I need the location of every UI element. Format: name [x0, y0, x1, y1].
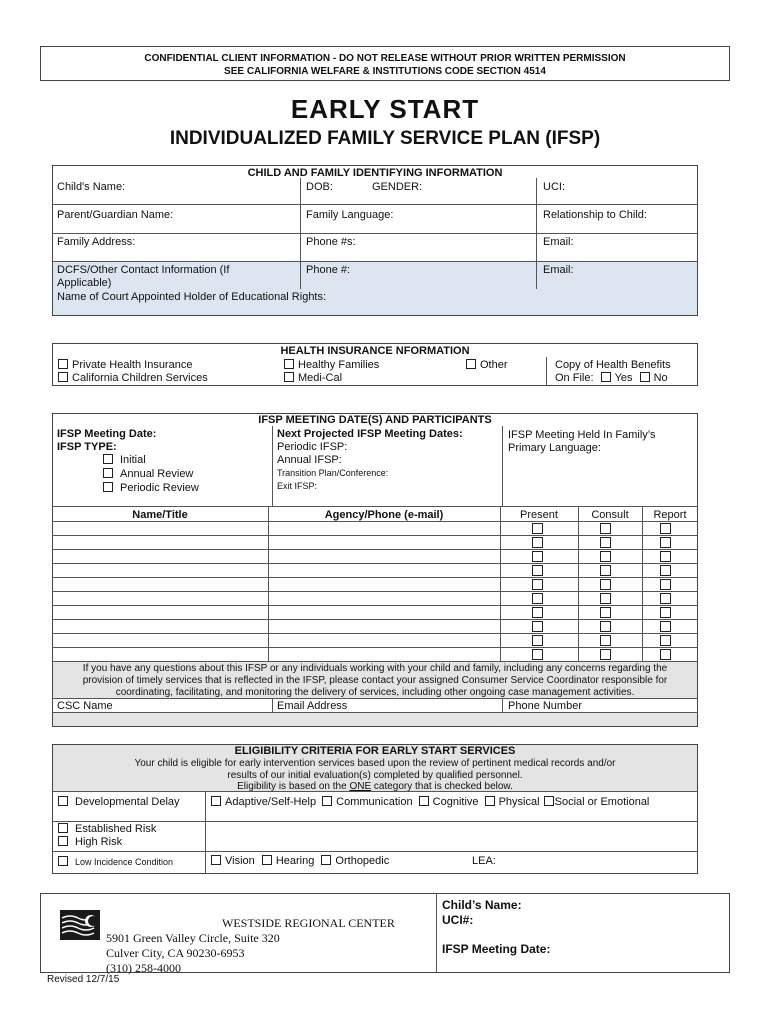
westside-logo-icon — [60, 910, 100, 940]
established-risk-checkbox[interactable] — [58, 823, 68, 833]
family-language-label: Family Language: — [306, 209, 394, 221]
next-projected-label: Next Projected IFSP Meeting Dates: — [277, 428, 463, 440]
low-incidence-option[interactable] — [58, 856, 173, 868]
dev-delay-option[interactable] — [58, 796, 180, 808]
cognitive-label: Cognitive — [432, 796, 479, 808]
footer-uci: UCI#: — [442, 913, 474, 927]
meeting-date-label: IFSP Meeting Date: — [57, 428, 157, 440]
consult-checkbox[interactable] — [600, 551, 611, 562]
communication-checkbox[interactable] — [322, 796, 332, 806]
held-language-line2: Primary Language: — [508, 442, 601, 454]
present-checkbox[interactable] — [532, 523, 543, 534]
adaptive-label: Adaptive/Self-Help — [225, 796, 317, 808]
csc-name-label: CSC Name — [57, 700, 113, 712]
on-file-label: On File: — [555, 372, 594, 384]
report-checkbox[interactable] — [660, 537, 671, 548]
center-address-2: Culver City, CA 90230-6953 — [106, 946, 245, 960]
annual-label: Annual Review — [120, 468, 194, 480]
private-insurance-label: Private Health Insurance — [72, 359, 193, 371]
consult-checkbox[interactable] — [600, 565, 611, 576]
col-report: Report — [653, 509, 687, 521]
hearing-checkbox[interactable] — [262, 855, 272, 865]
transition-label: Transition Plan/Conference: — [277, 468, 389, 478]
center-name: WESTSIDE REGIONAL CENTER — [222, 916, 395, 930]
copy-benefits-line2 — [555, 372, 668, 384]
notice-line3: coordinating, facilitating, and monitoring the delivery of services, including other ongoing case management activities. — [115, 687, 635, 698]
vision-checkbox[interactable] — [211, 855, 221, 865]
report-checkbox[interactable] — [660, 621, 671, 632]
center-address-1: 5901 Green Valley Circle, Suite 320 — [106, 931, 280, 945]
private-insurance-option[interactable] — [58, 359, 192, 371]
uci-label: UCI: — [543, 181, 565, 193]
notice-line2: provision of timely services that is reflected in the IFSP, please contact your assigned Consumer Service Coordinator responsible for — [82, 675, 668, 686]
dcfs-label-line2: Applicable) — [57, 277, 112, 289]
email-label-1: Email: — [543, 236, 574, 248]
periodic-ifsp-label: Periodic IFSP: — [277, 441, 348, 453]
eligibility-desc-one: ONE — [349, 781, 372, 792]
csc-fill-row — [53, 713, 697, 726]
private-insurance-checkbox[interactable] — [58, 359, 68, 369]
low-incidence-label: Low Incidence Condition — [75, 857, 174, 867]
present-checkbox[interactable] — [532, 593, 543, 604]
confidential-line2: SEE CALIFORNIA WELFARE & INSTITUTIONS CODE SECTION 4514 — [224, 66, 546, 77]
consult-checkbox[interactable] — [600, 537, 611, 548]
present-checkbox[interactable] — [532, 565, 543, 576]
ccs-label: California Children Services — [72, 372, 208, 384]
initial-option[interactable] — [103, 454, 146, 466]
page-title: EARLY START — [290, 94, 480, 124]
copy-benefits-line1: Copy of Health Benefits — [555, 359, 671, 371]
no-label: No — [653, 372, 668, 384]
revised-date: Revised 12/7/15 — [47, 974, 120, 985]
dob-label: DOB: — [306, 181, 333, 193]
relationship-label: Relationship to Child: — [543, 209, 647, 221]
email-label-2: Email: — [543, 264, 574, 276]
medical-label: Medi-Cal — [298, 372, 343, 384]
healthy-families-checkbox[interactable] — [284, 359, 294, 369]
ccs-option[interactable] — [58, 372, 208, 384]
physical-label: Physical — [498, 796, 540, 808]
high-risk-label: High Risk — [75, 836, 123, 848]
court-holder-label: Name of Court Appointed Holder of Educational Rights: — [57, 291, 327, 303]
ifsp-type-label: IFSP TYPE: — [57, 441, 117, 453]
established-risk-label: Established Risk — [75, 823, 157, 835]
consult-checkbox[interactable] — [600, 523, 611, 534]
social-checkbox[interactable] — [544, 796, 554, 806]
dcfs-label-line1: DCFS/Other Contact Information (If — [57, 264, 230, 276]
parent-label: Parent/Guardian Name: — [57, 209, 174, 221]
family-address-label: Family Address: — [57, 236, 136, 248]
phones-label: Phone #s: — [306, 236, 356, 248]
consult-checkbox[interactable] — [600, 635, 611, 646]
consult-checkbox[interactable] — [600, 649, 611, 660]
medical-option[interactable] — [284, 372, 342, 384]
present-checkbox[interactable] — [532, 551, 543, 562]
vision-label: Vision — [225, 855, 255, 867]
healthy-families-option[interactable] — [284, 359, 379, 371]
report-checkbox[interactable] — [660, 551, 671, 562]
dev-delay-checkbox[interactable] — [58, 796, 68, 806]
footer-childs-name: Child’s Name: — [442, 898, 522, 912]
other-insurance-option[interactable] — [466, 359, 508, 371]
col-agency: Agency/Phone (e-mail) — [324, 509, 444, 521]
healthy-families-label: Healthy Families — [298, 359, 380, 371]
periodic-option[interactable] — [103, 482, 199, 494]
exit-ifsp-label: Exit IFSP: — [277, 481, 318, 491]
yes-label: Yes — [614, 372, 633, 384]
report-checkbox[interactable] — [660, 649, 671, 660]
report-checkbox[interactable] — [660, 593, 671, 604]
phone-number-label: Phone Number — [508, 700, 582, 712]
consult-checkbox[interactable] — [600, 579, 611, 590]
report-checkbox[interactable] — [660, 565, 671, 576]
phone-label: Phone #: — [306, 264, 351, 276]
annual-option[interactable] — [103, 468, 193, 480]
orthopedic-label: Orthopedic — [335, 855, 390, 867]
child-family-header: CHILD AND FAMILY IDENTIFYING INFORMATION — [247, 167, 503, 179]
delay-areas — [211, 796, 649, 808]
consult-checkbox[interactable] — [600, 621, 611, 632]
present-checkbox[interactable] — [532, 579, 543, 590]
eligibility-desc-line1: Your child is eligible for early intervention services based upon the review of pertinent medical records and/or — [134, 758, 616, 769]
consult-checkbox[interactable] — [600, 607, 611, 618]
center-phone: (310) 258-4000 — [106, 961, 181, 975]
notice-line1: If you have any questions about this IFSP or any individuals working with your child and family, including any concerns regarding the — [82, 663, 668, 674]
adaptive-checkbox[interactable] — [211, 796, 221, 806]
other-insurance-label: Other — [480, 359, 508, 371]
present-checkbox[interactable] — [532, 621, 543, 632]
cognitive-checkbox[interactable] — [419, 796, 429, 806]
present-checkbox[interactable] — [532, 649, 543, 660]
childs-name-label: Child's Name: — [57, 181, 126, 193]
lea-label: LEA: — [472, 855, 496, 867]
low-incidence-checkbox[interactable] — [58, 856, 68, 866]
communication-label: Communication — [336, 796, 413, 808]
col-present: Present — [520, 509, 558, 521]
initial-checkbox[interactable] — [103, 454, 113, 464]
social-label: Social or Emotional — [554, 796, 650, 808]
no-checkbox[interactable] — [640, 372, 650, 382]
gender-label: GENDER: — [372, 181, 423, 193]
report-checkbox[interactable] — [660, 635, 671, 646]
report-checkbox[interactable] — [660, 523, 671, 534]
eligibility-desc-pre: Eligibility is based on the — [237, 781, 350, 792]
email-address-label: Email Address — [277, 700, 348, 712]
meeting-header: IFSP MEETING DATE(S) AND PARTICIPANTS — [258, 414, 492, 426]
eligibility-desc-line2: results of our initial evaluation(s) completed by qualified personnel. — [227, 770, 523, 781]
physical-checkbox[interactable] — [485, 796, 495, 806]
other-insurance-checkbox[interactable] — [466, 359, 476, 369]
initial-label: Initial — [120, 454, 146, 466]
ccs-checkbox[interactable] — [58, 372, 68, 382]
eligibility-desc-post: category that is checked below. — [371, 781, 513, 792]
high-risk-option[interactable] — [58, 836, 122, 848]
orthopedic-checkbox[interactable] — [321, 855, 331, 865]
held-language-line1: IFSP Meeting Held In Family’s — [508, 429, 656, 441]
annual-ifsp-label: Annual IFSP: — [277, 454, 342, 466]
periodic-checkbox[interactable] — [103, 482, 113, 492]
medical-checkbox[interactable] — [284, 372, 294, 382]
hearing-label: Hearing — [275, 855, 315, 867]
high-risk-checkbox[interactable] — [58, 836, 68, 846]
present-checkbox[interactable] — [532, 537, 543, 548]
present-checkbox[interactable] — [532, 635, 543, 646]
footer-meeting-date: IFSP Meeting Date: — [442, 942, 551, 956]
annual-checkbox[interactable] — [103, 468, 113, 478]
established-risk-option[interactable] — [58, 823, 156, 835]
consult-checkbox[interactable] — [600, 593, 611, 604]
eligibility-header: ELIGIBILITY CRITERIA FOR EARLY START SERVICES — [234, 745, 516, 757]
page-subtitle: INDIVIDUALIZED FAMILY SERVICE PLAN (IFSP) — [169, 128, 601, 149]
low-incidence-types — [211, 855, 389, 867]
col-name-title: Name/Title — [132, 509, 188, 521]
yes-checkbox[interactable] — [601, 372, 611, 382]
present-checkbox[interactable] — [532, 607, 543, 618]
report-checkbox[interactable] — [660, 607, 671, 618]
report-checkbox[interactable] — [660, 579, 671, 590]
periodic-label: Periodic Review — [120, 482, 199, 494]
dev-delay-label: Developmental Delay — [75, 796, 180, 808]
col-consult: Consult — [591, 509, 629, 521]
insurance-header: HEALTH INSURANCE NFORMATION — [280, 345, 470, 357]
confidential-line1: CONFIDENTIAL CLIENT INFORMATION - DO NOT RELEASE WITHOUT PRIOR WRITTEN PERMISSION — [144, 53, 626, 64]
